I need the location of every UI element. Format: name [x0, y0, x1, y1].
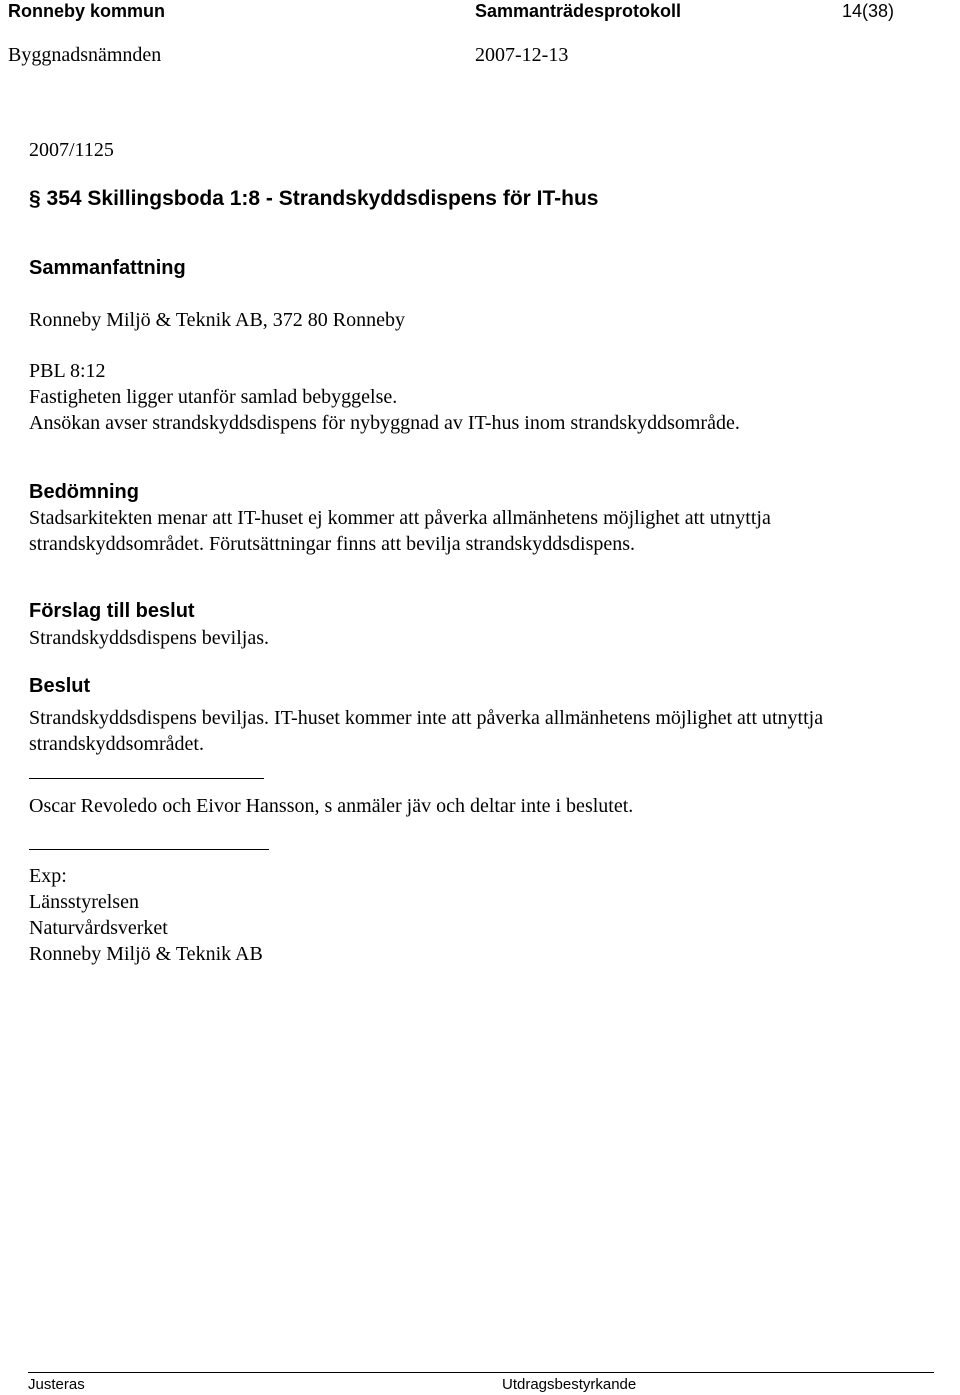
header-org: Ronneby kommun: [8, 1, 166, 21]
case-title: § 354 Skillingsboda 1:8 - Strandskyddsdispens för IT-hus: [29, 187, 599, 210]
decision-line: strandskyddsområdet.: [29, 733, 204, 755]
footer-utdragsbestyrkande: Utdragsbestyrkande: [502, 1376, 637, 1393]
header-page-number: 14(38): [842, 1, 895, 21]
proposal-heading: Förslag till beslut: [29, 600, 195, 622]
header-date: 2007-12-13: [475, 44, 569, 66]
separator-line: [29, 778, 264, 779]
footer-justeras: Justeras: [28, 1376, 85, 1393]
distribution-recipient: Naturvårdsverket: [29, 917, 168, 939]
assessment-heading: Bedömning: [29, 481, 139, 503]
summary-heading: Sammanfattning: [29, 257, 186, 279]
distribution-label: Exp:: [29, 865, 67, 887]
conflict-of-interest-note: Oscar Revoledo och Eivor Hansson, s anmäler jäv och deltar inte i beslutet.: [29, 795, 634, 817]
proposal-text: Strandskyddsdispens beviljas.: [29, 627, 269, 649]
assessment-line: Stadsarkitekten menar att IT-huset ej kommer att påverka allmänhetens möjlighet att utnyttja: [29, 507, 771, 529]
footer-line: [28, 1372, 934, 1373]
header-board: Byggnadsnämnden: [8, 44, 162, 66]
summary-line: Fastigheten ligger utanför samlad bebyggelse.: [29, 386, 398, 408]
separator-line: [29, 849, 269, 850]
header-doc-type: Sammanträdesprotokoll: [475, 1, 682, 21]
distribution-recipient: Länsstyrelsen: [29, 891, 139, 913]
summary-applicant: Ronneby Miljö & Teknik AB, 372 80 Ronneby: [29, 309, 406, 331]
distribution-recipient: Ronneby Miljö & Teknik AB: [29, 943, 263, 965]
summary-line: Ansökan avser strandskyddsdispens för nybyggnad av IT-hus inom strandskyddsområde.: [29, 412, 740, 434]
summary-line: PBL 8:12: [29, 360, 106, 382]
assessment-line: strandskyddsområdet. Förutsättningar finns att bevilja strandskyddsdispens.: [29, 533, 636, 555]
decision-line: Strandskyddsdispens beviljas. IT-huset kommer inte att påverka allmänhetens möjlighet att utnyttja: [29, 707, 824, 729]
case-number: 2007/1125: [29, 139, 114, 161]
decision-heading: Beslut: [29, 675, 91, 697]
